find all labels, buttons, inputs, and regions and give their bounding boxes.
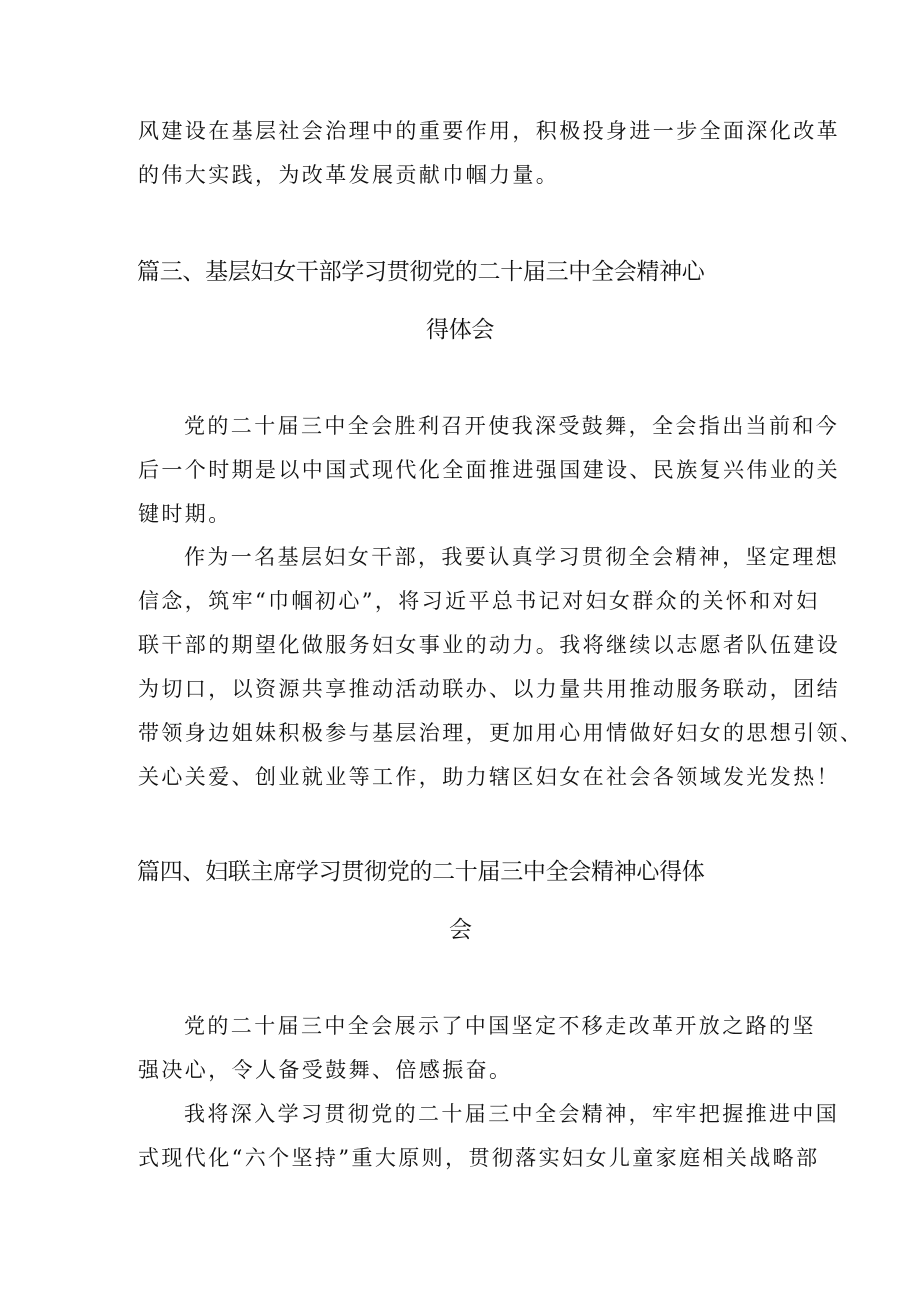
paragraph-line: 式现代化“六个坚持”重大原则，贯彻落实妇女儿童家庭相关战略部 <box>138 1146 820 1170</box>
section-heading: 篇三、基层妇女干部学习贯彻党的二十届三中全会精神心 <box>137 259 705 285</box>
section-heading-continued: 得体会 <box>426 317 495 343</box>
section-heading-continued: 会 <box>449 917 472 943</box>
paragraph-line: 为切口，以资源共享推动活动联办、以力量共用推动服务联动，团结 <box>138 677 840 701</box>
paragraph-line: 带领身边姐妹积极参与基层治理，更加用心用情做好妇女的思想引领、 <box>138 721 864 745</box>
paragraph-line: 键时期。 <box>138 502 232 526</box>
paragraph-line: 党的二十届三中全会展示了中国坚定不移走改革开放之路的坚 <box>184 1014 816 1038</box>
paragraph-line: 联干部的期望化做服务妇女事业的动力。我将继续以志愿者队伍建设 <box>138 633 840 657</box>
paragraph-line: 风建设在基层社会治理中的重要作用，积极投身进一步全面深化改革 <box>138 119 840 143</box>
section-heading: 篇四、妇联主席学习贯彻党的二十届三中全会精神心得体 <box>137 859 705 885</box>
paragraph-line: 关心关爱、创业就业等工作，助力辖区妇女在社会各领域发光发热！ <box>138 765 840 789</box>
paragraph-line: 后一个时期是以中国式现代化全面推进强国建设、民族复兴伟业的关 <box>138 458 840 482</box>
paragraph-line: 我将深入学习贯彻党的二十届三中全会精神，牢牢把握推进中国 <box>184 1102 840 1126</box>
paragraph-line: 作为一名基层妇女干部，我要认真学习贯彻全会精神，坚定理想 <box>184 545 840 569</box>
paragraph-line: 信念，筑牢“巾帼初心”，将习近平总书记对妇女群众的关怀和对妇 <box>138 589 820 613</box>
paragraph-line: 的伟大实践，为改革发展贡献巾帼力量。 <box>138 163 560 187</box>
paragraph-line: 强决心，令人备受鼓舞、倍感振奋。 <box>138 1058 513 1082</box>
paragraph-line: 党的二十届三中全会胜利召开使我深受鼓舞，全会指出当前和今 <box>184 414 840 438</box>
